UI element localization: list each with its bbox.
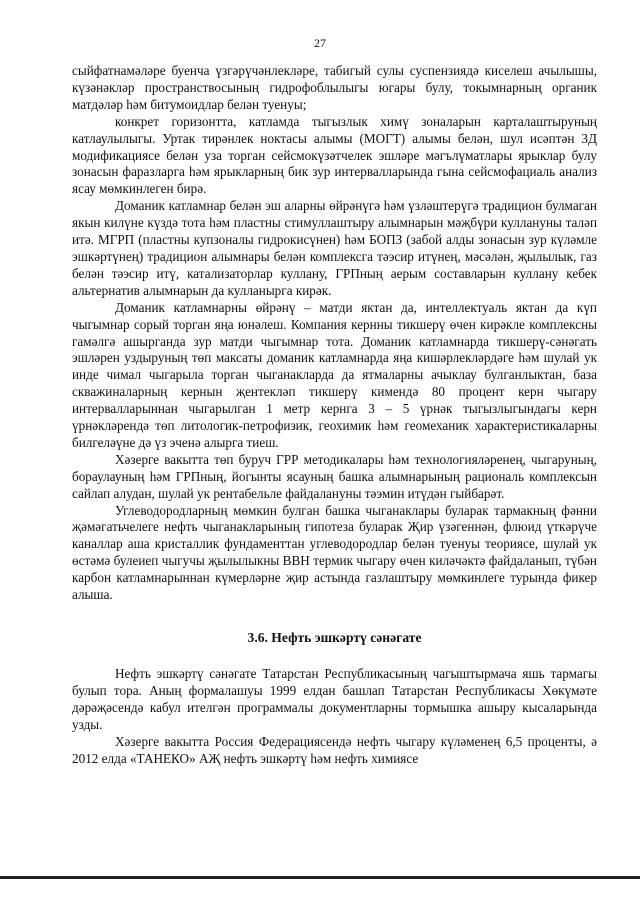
paragraph: Доманик катламнар белән эш аларны өйрәнүгә һәм үзләштерүгә традицион булмаган якын килүне күздә тота һәм пластны стимуллаштыру алымнарын мәҗбүри куллануны таләп итә. МГРП (пластны купзоналы гидрокисүнен) һәм БОПЗ (забой алды зонасын зур күләмле эшкәртүнең) традицион алымнары белән комплексга тәэсир итүнең, мәсәлән, җылылык, газ белән тәэсир итү, катализаторлар куллану, ГРПның аерым составларын куллану кебек альтернатив алымнарын да кулланырга кирәк.: [72, 198, 597, 298]
paragraph: конкрет горизонтта, катламда тыгызлык химү зоналарын карталаштыруның катлаулылыгы. Уртак тирәнлек ноктасы алымы (МОГТ) алымы белән, шул исәптән 3Д модификациясе белән уза торган сейсмокүзәтчелек эшләре мәгълүматлары ярыклар булу зонасын фаразларга һәм ярыкларның бик зур интервалларында гына сейсмофациаль анализ ясау мөмкинлеген бирә.: [72, 113, 597, 197]
paragraph: Хәзерге вакытта Россия Федерациясендә нефть чыгару күләменең 6,5 проценты, ә 2012 елда «ТАНЕКО» АҖ нефть эшкәртү һәм нефть химиясе: [72, 733, 597, 766]
paragraph: Углеводородларның мөмкин булган башка чыганаклары буларак тармакның фәнни җәмәгатьчелеге нефть чыганакларының гипотеза буларак Җир үзәгеннән, флюид үткәрүче каналлар аша кристаллик фундаменттан углеводородлар белән туенуы теориясе, шулай ук өстәмә булеиеп чыгучы җылылыкны ВВН термик чыгару өчен киләчәктә файдаланып, түбән карбон катламнарыннан күмерләрне җир астында газлаштыру мөмкинлеге турында фикер алыша.: [72, 502, 597, 603]
paragraphs-top: [72, 63, 597, 604]
page-content: [72, 63, 597, 767]
paragraphs-bottom: [72, 666, 597, 767]
paragraph: Хәзерге вакытта төп буруч ГРР методикалары һәм технологияләренең, чыгаруның, бораулауның һәм ГРПның, йогынты ясауның башка алымнарының рациональ комплексын сайлап алудан, шулай ук рентабельле файдалануны тәэмин итүдән гыйбарәт.: [72, 451, 597, 501]
paragraph: Нефть эшкәртү сәнәгате Татарстан Республикасының чагыштырмача яшь тармагы булып тора. Аның формалашуы 1999 елдан башлап Татарстан Республикасы Хөкүмәте дәрәҗәсендә кабул ителгән программалы документларны тормышка ашыру кысаларында узды.: [72, 666, 597, 732]
paragraph: Доманик катламнарны өйрәнү – матди яктан да, интеллектуаль яктан да күп чыгымнар сорый торган яңа юнәлеш. Компания кернны тикшерү өчен кирәкле комплексны гамәлгә ашырганда зур матди чыгымнар тота. Доманик катламнарда тикшерү-сәнәгать эшләрен уздыруның төп максаты доманик катламнарда яңа кишәрлекләрдәге һәм шулай ук инде чимал чыгарыла торган чыганакларда да ятмаларны ачыклау булганлыктан, база скважиналарның кернын җентекләп тикшерү кимендә 80 процент керн чыгару интервалларыннан чыгарылган 1 метр кернга 3 – 5 үрнәк тыгызлыгындагы керн үрнәкләрендә төп литологик-петрофизик, геохимик һәм геомеханик характеристикаларны билгеләүне дә үз эченә алырга тиеш.: [72, 299, 597, 450]
bottom-scan-edge: [0, 876, 640, 879]
page-number: 27: [314, 36, 326, 50]
paragraph: сыйфатнамәләре буенча үзгәрүчәнлекләре, табигый сулы суспензиядә киселеш ачылышы, күзәнәкләр пространствосының гидрофоблылыгы югары булу, токымнарның органик матдәләр һәм битумоидлар белән туенуы;: [72, 63, 597, 112]
section-heading: 3.6. Нефть эшкәртү сәнәгате: [247, 630, 422, 645]
